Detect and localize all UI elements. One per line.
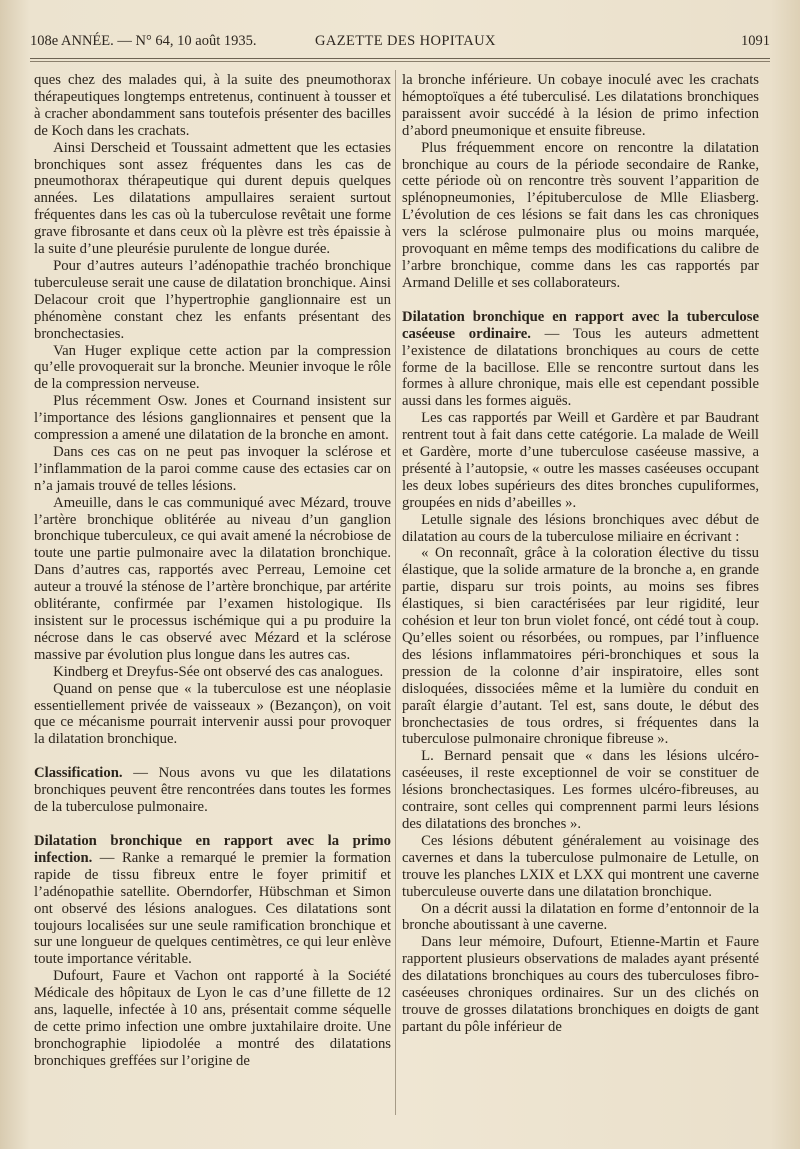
paragraph: L. Bernard pensait que « dans les lésions ulcéro-caséeuses, il reste exceptionnel de voir se constituer de lésions bronchectasiques. Les formes ulcéro-fibreuses, au contraire, sont celles qui comprennent parmi leurs lésions des dilatations des bronches ». — [402, 748, 759, 832]
paragraph: ques chez des malades qui, à la suite des pneumothorax thérapeutiques longtemps entretenus, continuent à tousser et à cracher abondamment sans toutefois présenter des bacilles de Koch dans les crachats. — [34, 72, 391, 139]
running-header — [30, 33, 770, 53]
paragraph: Plus récemment Osw. Jones et Cournand insistent sur l’importance des lésions ganglionnaires et pensent que la compression a amené une dilatation de la bronche en amont. — [34, 393, 391, 444]
quotation: « On reconnaît, grâce à la coloration élective du tissu élastique, que la solide armature de la bronche a, en grande partie, disparu sur trois points, au moins ses fibres élastiques, si bien caractérisées par leur rigidité, leur cohésion et leur ton brun violet foncé, ont cédé tout à coup. Qu’elles soient ou résorbées, ou rompues, par l’influence des lésions inflammatoires péri-bronchiques et sous la pression de la colonne d’air inspiratoire, elles sont disloquées, dissociées même et la lumière du conduit en paraît élargie d’autant. Tel est, sans doute, le début des bronchectasies de tous ordres, si fréquentes dans la tuberculose pulmonaire chronique fibreuse ». — [402, 545, 759, 748]
section-classification — [34, 765, 391, 816]
issue-info: 108e ANNÉE. — N° 64, 10 août 1935. — [30, 33, 257, 49]
left-column — [34, 72, 391, 1070]
section-text: — Ranke a remarqué le premier la formation rapide de tissu fibreux entre le foyer primitif et l’adénopathie satellite. Oberndorfer, Hübschman et Simon ont observé des lésions analogues. Ces dilatations sont toujours localisées sur une seule ramification bronchique et sur une longueur de quelques centimètres, ce qui leur enlève toute importance véritable. — [34, 849, 391, 968]
header-rule-double — [30, 61, 770, 62]
paragraph: Quand on pense que « la tuberculose est une néoplasie essentiellement privée de vaisseaux » (Bezançon), on voit que ce mécanisme pourrait intervenir aussi pour provoquer la dilatation bronchique. — [34, 680, 391, 748]
paragraph: On a décrit aussi la dilatation en forme d’entonnoir de la bronche aboutissant à une caverne. — [402, 900, 759, 934]
paragraph: Ainsi Derscheid et Toussaint admettent que les ectasies bronchiques sont assez fréquentes dans les cas de pneumothorax thérapeutique qui durent depuis quelques années. Les dilatations ampullaires seraient surtout fréquentes dans les cas où la tuberculose revêtait une forme grave fibrosante et dans ceux où la plèvre est très épaissie à la suite d’une pleurésie purulente de longue durée. — [34, 139, 391, 258]
column-divider — [395, 70, 396, 1115]
paragraph: la bronche inférieure. Un cobaye inoculé avec les crachats hémoptoïques a été tuberculisé. Les dilatations bronchiques paraissent avoir succédé à la lésion de primo infection d’abord pneumonique et ensuite fibreuse. — [402, 72, 759, 139]
header-rule — [30, 58, 770, 59]
paragraph: Ameuille, dans le cas communiqué avec Mézard, trouve l’artère bronchique oblitérée au niveau d’un ganglion bronchique tuberculeux, ce qui avait amené la nécrobiose de toute une partie pulmonaire avec la dilatation bronchique. Dans d’autres cas, rapportés avec Perreau, Lemoine cet auteur a trouvé la sténose de l’artère bronchique, par artérite oblitérante, confirmée par l’examen histologique. Ils insistent sur le processus ischémique qui a pu produire la nécrose dans le cas observé avec Mézard et la sclérose massive par évolution plus longue dans les autres cas. — [34, 494, 391, 663]
paragraph: Les cas rapportés par Weill et Gardère et par Baudrant rentrent tout à fait dans cette catégorie. La malade de Weill et Gardère, morte d’une tuberculose caséeuse massive, a présenté à l’autopsie, « outre les masses caséeuses occupant les deux lobes supérieurs des dites bronches cupuliformes, groupées en nids d’abeilles ». — [402, 410, 759, 511]
page-number: 1091 — [741, 33, 770, 49]
section-text: — Tous les auteurs admettent l’existence de dilatations bronchiques au cours de cette forme de la bacillose. Elle se rencontre surtout dans les formes à allure chronique, mais elle est cependant possible aussi dans les formes aiguës. — [402, 325, 759, 410]
paragraph: Ces lésions débutent généralement au voisinage des cavernes et dans la tuberculose pulmonaire de Letulle, on trouve les planches LXIX et LXX qui montrent une caverne tuberculeuse ouverte dans une dilatation bronchique. — [402, 832, 759, 900]
paragraph: Kindberg et Dreyfus-Sée ont observé des cas analogues. — [53, 663, 384, 680]
section-text: — Nous avons vu que les dilatations bronchiques peuvent être rencontrées dans toutes les formes de la tuberculose pulmonaire. — [34, 765, 391, 816]
section-heading: Dilatation bronchique en rapport avec la primo infection. — [34, 832, 391, 866]
paragraph: Van Huger explique cette action par la compression qu’elle provoquerait sur la bronche. Meunier invoque le rôle de la compression nerveuse. — [34, 342, 391, 393]
section-heading: Classification. — [34, 765, 123, 782]
right-column — [402, 72, 759, 1036]
paragraph: Dufourt, Faure et Vachon ont rapporté à la Société Médicale des hôpitaux de Lyon le cas d’une fillette de 12 ans, laquelle, infectée à 10 ans, présentait comme séquelle de cette primo infection une ombre juxtahilaire droite. Une bronchographie lipiodolée a montré des dilatations bronchiques greffées sur l’origine de — [34, 968, 391, 1069]
section-caseeuse — [402, 309, 759, 410]
journal-title: GAZETTE DES HOPITAUX — [315, 33, 496, 49]
paragraph: Plus fréquemment encore on rencontre la dilatation bronchique au cours de la période secondaire de Ranke, cette période où on rencontre très souvent l’apparition de splénopneumonies, l’épituberculose de Mlle Eliasberg. L’évolution de ces lésions se fait dans les cas chroniques vers la sclérose pulmonaire plus ou moins marquée, provoquant en même temps des modifications du calibre de l’arbre bronchique, comme dans les cas rapportés par Armand Delille et ses collaborateurs. — [402, 139, 759, 291]
section-primo-infection — [34, 833, 391, 968]
paragraph: Letulle signale des lésions bronchiques avec début de dilatation au cours de la tuberculose miliaire en écrivant : — [402, 511, 759, 545]
paragraph: Pour d’autres auteurs l’adénopathie trachéo bronchique tuberculeuse serait une cause de dilatation bronchique. Ainsi Delacour croit que l’hypertrophie ganglionnaire est un phénomène constant chez les enfants présentant des bronchectasies. — [34, 257, 391, 342]
section-heading: Dilatation bronchique en rapport avec la tuberculose caséeuse ordinaire. — [402, 308, 759, 342]
paragraph: Dans leur mémoire, Dufourt, Etienne-Martin et Faure rapportent plusieurs observations de malades ayant présenté des dilatations bronchiques au cours des tuberculoses fibro-caséeuses chroniques ordinaires. Sur un des clichés on trouve de grosses dilatations bronchiques en doigts de gant partant du pôle inférieur de — [402, 934, 759, 1035]
paragraph: Dans ces cas on ne peut pas invoquer la sclérose et l’inflammation de la paroi comme cause des ectasies car on n’a jamais trouvé de telles lésions. — [34, 443, 391, 494]
